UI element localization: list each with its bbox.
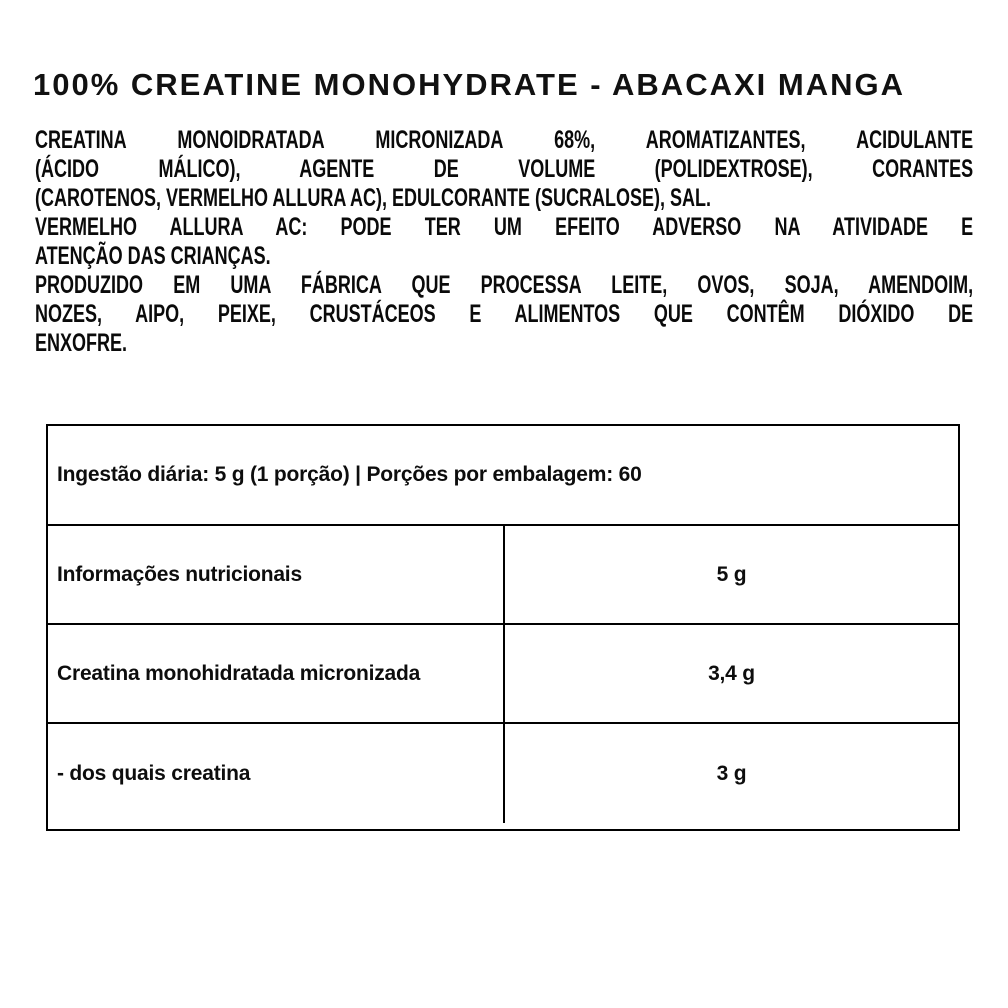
allergen-warning-line: ATENÇÃO DAS CRIANÇAS. [35,242,271,270]
ingredients-line: (ÁCIDO MÁLICO), AGENTE DE VOLUME (POLIDEXTROSE), CORANTES [35,155,974,183]
ingredients-line: (CAROTENOS, VERMELHO ALLURA AC), EDULCORANTE (SUCRALOSE), SAL. [35,184,711,212]
allergen-warning-line: VERMELHO ALLURA AC: PODE TER UM EFEITO ADVERSO NA ATIVIDADE E [35,213,974,241]
row-value: 3,4 g [708,661,755,685]
table-row [48,625,958,724]
factory-allergen-line: NOZES, AIPO, PEIXE, CRUSTÁCEOS E ALIMENTOS QUE CONTÊM DIÓXIDO DE [35,300,974,328]
row-value: 3 g [716,761,747,785]
ingredients-text [35,126,973,358]
serving-info-text: Ingestão diária: 5 g (1 porção) | Porções por embalagem: 60 [57,463,642,486]
row-value: 5 g [716,562,747,586]
nutrition-table [46,424,960,831]
row-label: Creatina monohidratada micronizada [48,625,505,722]
page-title: 100% CREATINE MONOHYDRATE - ABACAXI MANGA [33,67,905,102]
table-row [48,724,958,823]
factory-allergen-line: ENXOFRE. [35,329,128,357]
row-label: - dos quais creatina [48,724,505,823]
factory-allergen-line: PRODUZIDO EM UMA FÁBRICA QUE PROCESSA LEITE, OVOS, SOJA, AMENDOIM, [35,271,974,299]
serving-info-row [48,426,958,526]
row-label: Informações nutricionais [48,526,505,623]
ingredients-line: CREATINA MONOIDRATADA MICRONIZADA 68%, AROMATIZANTES, ACIDULANTE [35,126,974,154]
table-row [48,526,958,625]
